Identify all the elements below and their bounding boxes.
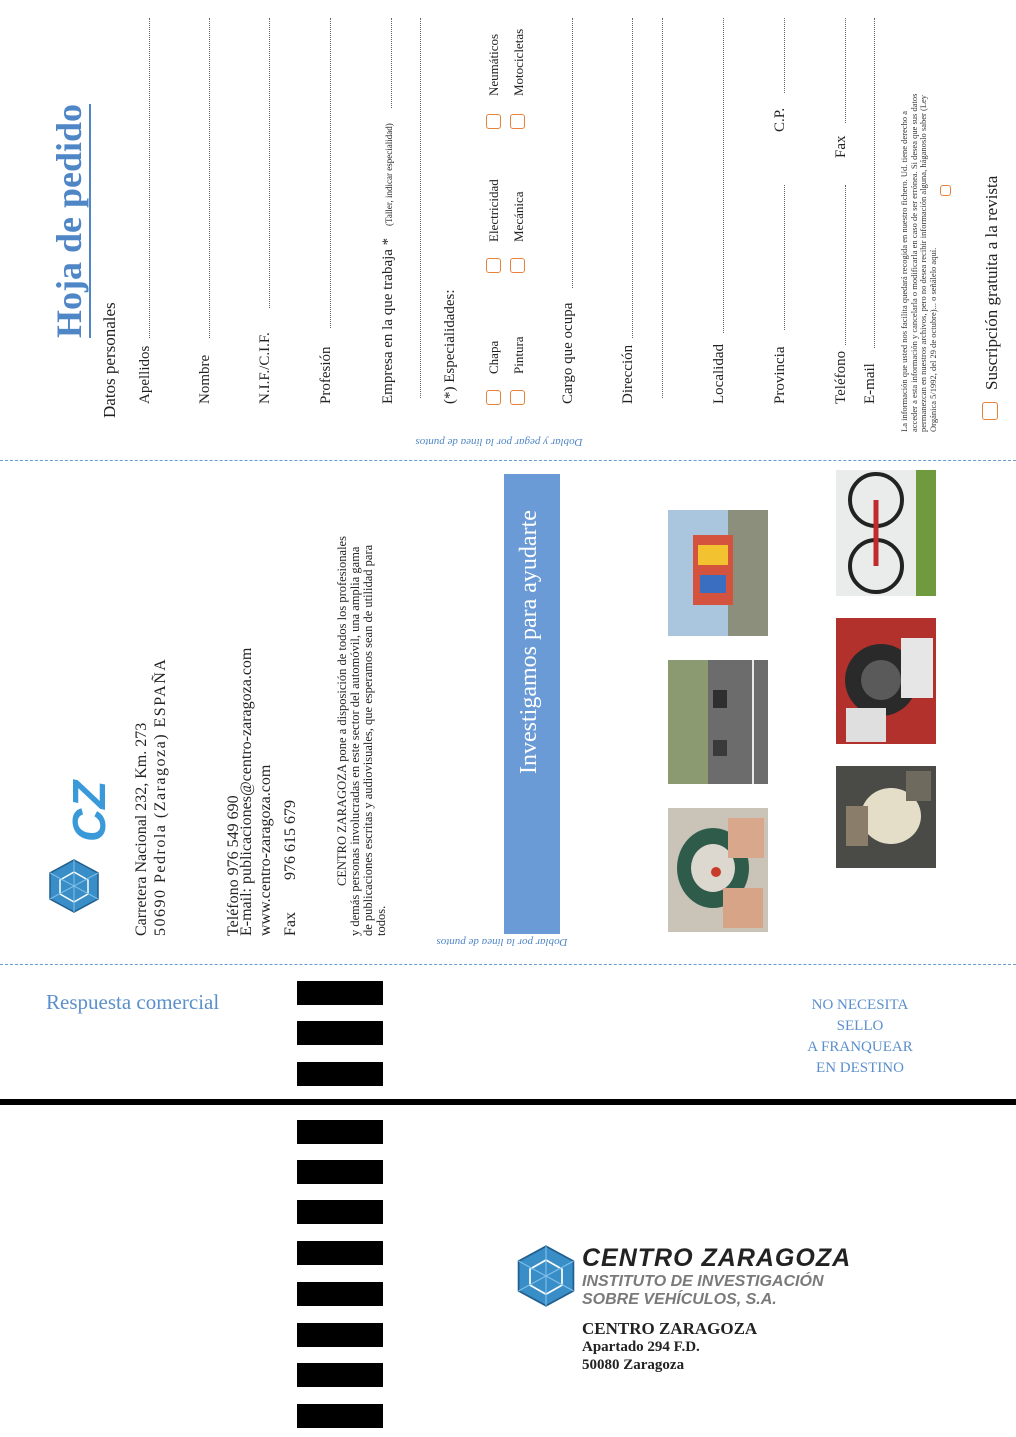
separator-line — [0, 1099, 1016, 1105]
nif-label: N.I.F./C.I.F. — [257, 332, 273, 404]
email-field[interactable] — [874, 18, 875, 348]
photo-wheel-inspection — [836, 618, 936, 744]
fax-field[interactable] — [845, 18, 846, 123]
profesion-field[interactable] — [330, 18, 331, 328]
telefono-label: Teléfono — [833, 350, 849, 404]
pintura-label: Pintura — [511, 336, 526, 374]
barcode-bar — [297, 1062, 383, 1086]
fold-label: Doblar por la línea de puntos — [436, 936, 568, 948]
slogan-banner — [504, 474, 560, 934]
reply-label: Respuesta comercial — [46, 990, 220, 1014]
mecanica-label: Mecánica — [511, 191, 526, 242]
brand-name: CENTRO ZARAGOZA — [582, 1244, 852, 1272]
fold-line-2 — [0, 964, 1016, 965]
contact-email[interactable]: E-mail: publicaciones@centro-zaragoza.com — [238, 647, 255, 936]
contact-website[interactable]: www.centro-zaragoza.com — [257, 764, 274, 936]
provincia-field[interactable] — [784, 185, 785, 330]
nombre-field[interactable] — [209, 18, 210, 338]
cz-logo-text: CZ — [63, 780, 115, 842]
neumaticos-label: Neumáticos — [486, 33, 501, 96]
chapa-label: Chapa — [486, 340, 501, 374]
motocicletas-label: Motocicletas — [511, 28, 526, 96]
direccion-field-line2[interactable] — [662, 18, 663, 398]
recipient-city: 50080 Zaragoza — [582, 1357, 685, 1373]
photo-workshop — [836, 766, 936, 868]
barcode-bar — [297, 1404, 383, 1428]
telefono-field[interactable] — [845, 185, 846, 345]
apellidos-field[interactable] — [149, 18, 150, 338]
privacy-notice: La información que usted nos facilita quedará recogida en nuestro fichero. Ud. tiene derecho a acceder a esta información y cancelarla o modificarla en caso de ser errónea. Si desea que sus datos permanezcan en nuestros archivos, pero no desea recibir información alguna, háganoslo saber (Ley Orgánica 5/1992, del 29 de octubre)... o señálelo aquí. — [899, 93, 938, 432]
fax-label: Fax — [833, 135, 849, 158]
empresa-field[interactable] — [391, 18, 392, 108]
cz-logo — [48, 858, 100, 919]
photo-hands-part — [668, 808, 768, 932]
fold-glue-label: Doblar y pegar por la línea de puntos — [415, 436, 583, 448]
photo-cyclists — [668, 510, 768, 636]
chapa-checkbox[interactable] — [486, 390, 501, 405]
localidad-label: Localidad — [711, 344, 727, 404]
direccion-label: Dirección — [620, 344, 636, 404]
barcode-bar — [297, 1200, 383, 1224]
provincia-label: Provincia — [772, 346, 788, 404]
localidad-field[interactable] — [723, 18, 724, 333]
empresa-field-line2[interactable] — [420, 18, 421, 398]
nombre-label: Nombre — [197, 354, 213, 404]
recipient-address — [582, 1320, 757, 1374]
brand-subtitle-2: SOBRE VEHÍCULOS, S.A. — [582, 1291, 777, 1308]
pintura-checkbox[interactable] — [510, 390, 525, 405]
section-title: Datos personales — [100, 302, 119, 418]
cargo-field[interactable] — [572, 18, 573, 288]
centro-zaragoza-logo — [516, 1244, 576, 1313]
brand-block — [582, 1244, 851, 1309]
cargo-label: Cargo que ocupa — [560, 302, 576, 404]
recipient-po-box: Apartado 294 F.D. — [582, 1339, 700, 1355]
neumaticos-checkbox[interactable] — [486, 114, 501, 129]
barcode-bar — [297, 1021, 383, 1045]
motocicletas-checkbox[interactable] — [510, 114, 525, 129]
mecanica-checkbox[interactable] — [510, 258, 525, 273]
barcode-bar — [297, 1282, 383, 1306]
barcode-bar — [297, 1160, 383, 1184]
cp-label: C.P. — [772, 107, 788, 132]
direccion-field[interactable] — [632, 18, 633, 338]
barcode-bar — [297, 1120, 383, 1144]
photo-bicycles — [836, 470, 936, 596]
subscription-checkbox[interactable] — [982, 402, 998, 420]
electricidad-checkbox[interactable] — [486, 258, 501, 273]
order-form-title: Hoja de pedido — [49, 103, 89, 338]
photo-road-test — [668, 660, 768, 784]
empresa-label: Empresa en la que trabaja * — [380, 237, 396, 404]
postage-notice: NO NECESITA SELLO A FRANQUEAR EN DESTINO — [807, 997, 913, 1076]
barcode-bar — [297, 981, 383, 1005]
brand-subtitle-1: INSTITUTO DE INVESTIGACIÓN — [582, 1273, 824, 1290]
contact-web — [237, 648, 275, 936]
contact-address: Carretera Nacional 232, Km. 273 50690 Pedrola (Zaragoza) ESPAÑA — [133, 657, 169, 936]
description-text: CENTRO ZARAGOZA pone a disposición de todos los profesionales y demás personas involucradas en este sector del automóvil, una amplia gama de publicaciones escritas y audiovisuales, que esperamos sean de utilidad para todos. — [335, 536, 388, 936]
especialidades-label: (*) Especialidades: — [442, 289, 458, 404]
fold-line-1 — [0, 460, 1016, 461]
barcode-bar — [297, 1241, 383, 1265]
barcode-bar — [297, 1323, 383, 1347]
cp-field[interactable] — [784, 18, 785, 93]
profesion-label: Profesión — [318, 346, 334, 404]
barcode-bar — [297, 1363, 383, 1387]
empresa-note: (Taller, indicar especialidad) — [384, 123, 394, 226]
apellidos-label: Apellidos — [137, 345, 153, 404]
privacy-optout-checkbox[interactable] — [940, 185, 951, 196]
slogan-text: Investigamos para ayudarte — [516, 510, 542, 774]
contact-phone-fax: Teléfono 976 549 690 Fax 976 615 679 — [225, 795, 299, 936]
email-label: E-mail — [862, 363, 878, 404]
subscription-label: Suscripción gratuita a la revista — [982, 175, 1001, 390]
recipient-name: CENTRO ZARAGOZA — [582, 1319, 758, 1338]
nif-field[interactable] — [269, 18, 270, 308]
electricidad-label: Electricidad — [486, 179, 501, 242]
